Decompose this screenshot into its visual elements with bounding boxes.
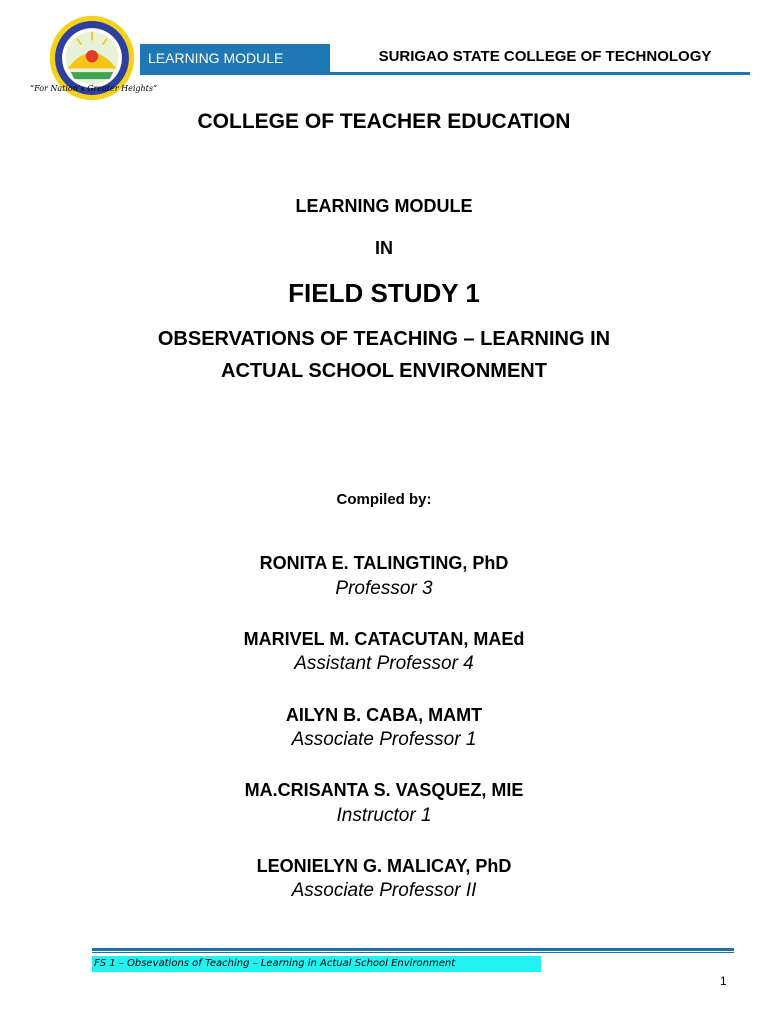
footer-rule-thin	[92, 952, 734, 953]
author-name: RONITA E. TALINGTING, PhD	[259, 553, 509, 573]
header-rule	[140, 72, 750, 75]
author-role: Instructor 1	[336, 805, 432, 826]
author-role: Professor 3	[335, 578, 433, 599]
in-label: IN	[375, 238, 393, 258]
compiled-by-label: Compiled by:	[336, 491, 432, 508]
module-tag	[140, 44, 330, 72]
author-name: MARIVEL M. CATACUTAN, MAEd	[243, 629, 525, 649]
author-name: LEONIELYN G. MALICAY, PhD	[256, 856, 512, 876]
subject-title: FIELD STUDY 1	[288, 278, 480, 308]
footer-caption: FS 1 – Obsevations of Teaching – Learning in Actual School Environment	[92, 956, 541, 972]
college-motto: “For Nation’s Greater Heights”	[30, 84, 158, 93]
footer-rule	[92, 948, 734, 951]
author-role: Assistant Professor 4	[294, 653, 474, 674]
page-number: 1	[720, 974, 727, 988]
module-tag-label: LEARNING MODULE	[148, 50, 284, 66]
author-name: AILYN B. CABA, MAMT	[285, 705, 483, 725]
module-label: LEARNING MODULE	[295, 196, 473, 216]
school-name: SURIGAO STATE COLLEGE OF TECHNOLOGY	[378, 48, 712, 65]
author-role: Associate Professor II	[291, 880, 477, 901]
author-role: Associate Professor 1	[291, 729, 477, 750]
subtitle-line-1: OBSERVATIONS OF TEACHING – LEARNING IN	[157, 328, 611, 350]
author-name: MA.CRISANTA S. VASQUEZ, MIE	[244, 780, 524, 800]
college-title: COLLEGE OF TEACHER EDUCATION	[197, 110, 571, 133]
subtitle-line-2: ACTUAL SCHOOL ENVIRONMENT	[221, 360, 547, 382]
